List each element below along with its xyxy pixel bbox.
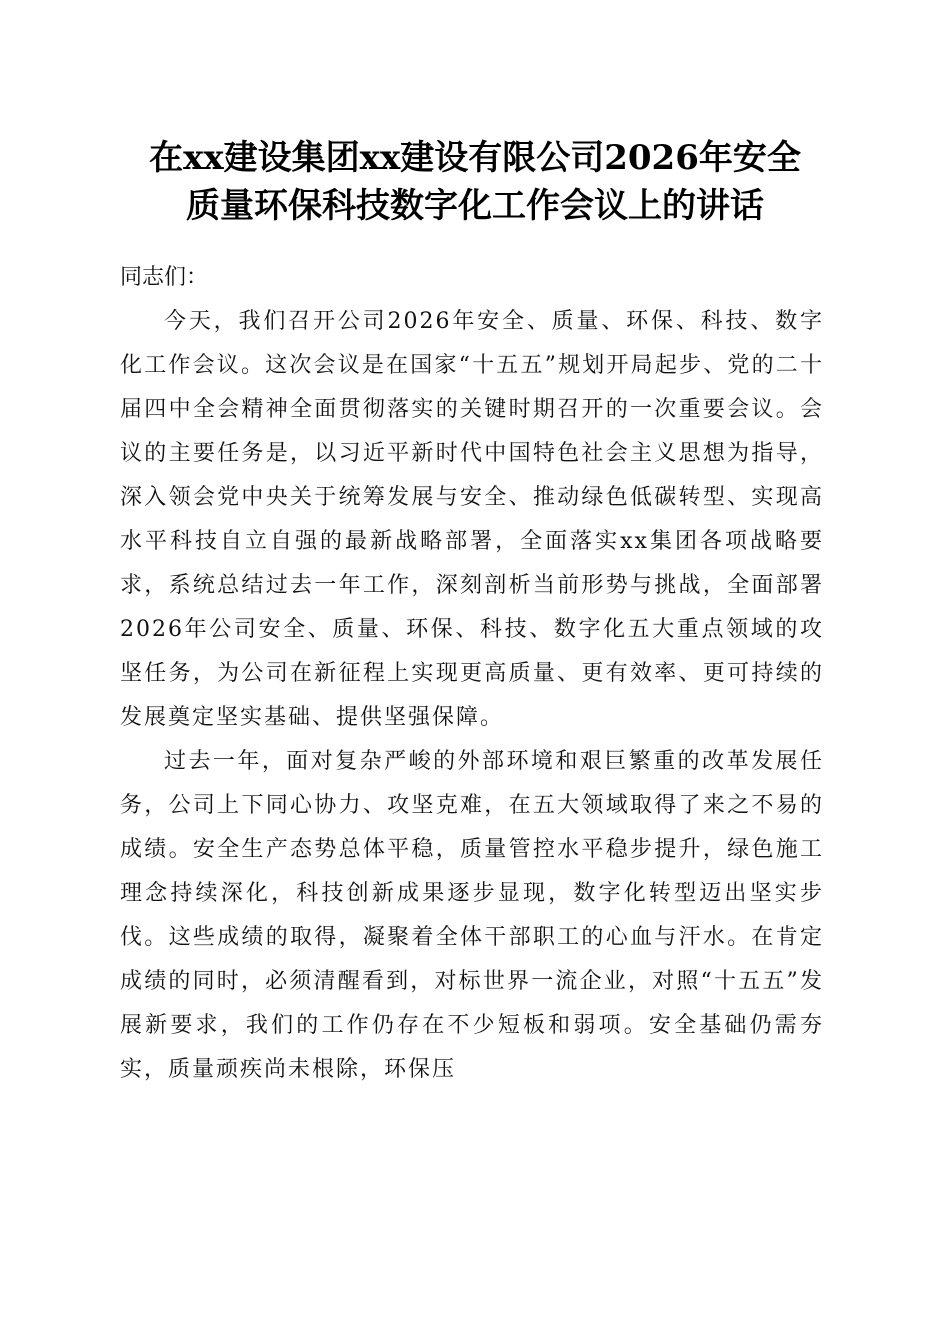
- title-line-2: 质量环保科技数字化工作会议上的讲话: [186, 186, 764, 226]
- salutation: 同志们：: [120, 265, 209, 290]
- title-line-1: 在xx建设集团xx建设有限公司2026年安全: [149, 138, 801, 178]
- document-body: [120, 256, 824, 1092]
- document-title: [100, 134, 850, 230]
- paragraph-1: 今天，我们召开公司2026年安全、质量、环保、科技、数字化工作会议。这次会议是在国家“十五五”规划开局起步、党的二十届四中全会精神全面贯彻落实的关键时期召开的一次重要会议。会议的主要任务是，以习近平新时代中国特色社会主义思想为指导，深入领会党中央关于统筹发展与安全、推动绿色低碳转型、实现高水平科技自立自强的最新战略部署，全面落实xx集团各项战略要求，系统总结过去一年工作，深刻剖析当前形势与挑战，全面部署2026年公司安全、质量、环保、科技、数字化五大重点领域的攻坚任务，为公司在新征程上实现更高质量、更有效率、更可持续的发展奠定坚实基础、提供坚强保障。: [120, 309, 824, 730]
- paragraph-2: 过去一年，面对复杂严峻的外部环境和艰巨繁重的改革发展任务，公司上下同心协力、攻坚克难，在五大领域取得了来之不易的成绩。安全生产态势总体平稳，质量管控水平稳步提升，绿色施工理念持续深化，科技创新成果逐步显现，数字化转型迈出坚实步伐。这些成绩的取得，凝聚着全体干部职工的心血与汗水。在肯定成绩的同时，必须清醒看到，对标世界一流企业，对照“十五五”发展新要求，我们的工作仍存在不少短板和弱项。安全基础仍需夯实，质量顽疾尚未根除，环保压: [120, 749, 824, 1082]
